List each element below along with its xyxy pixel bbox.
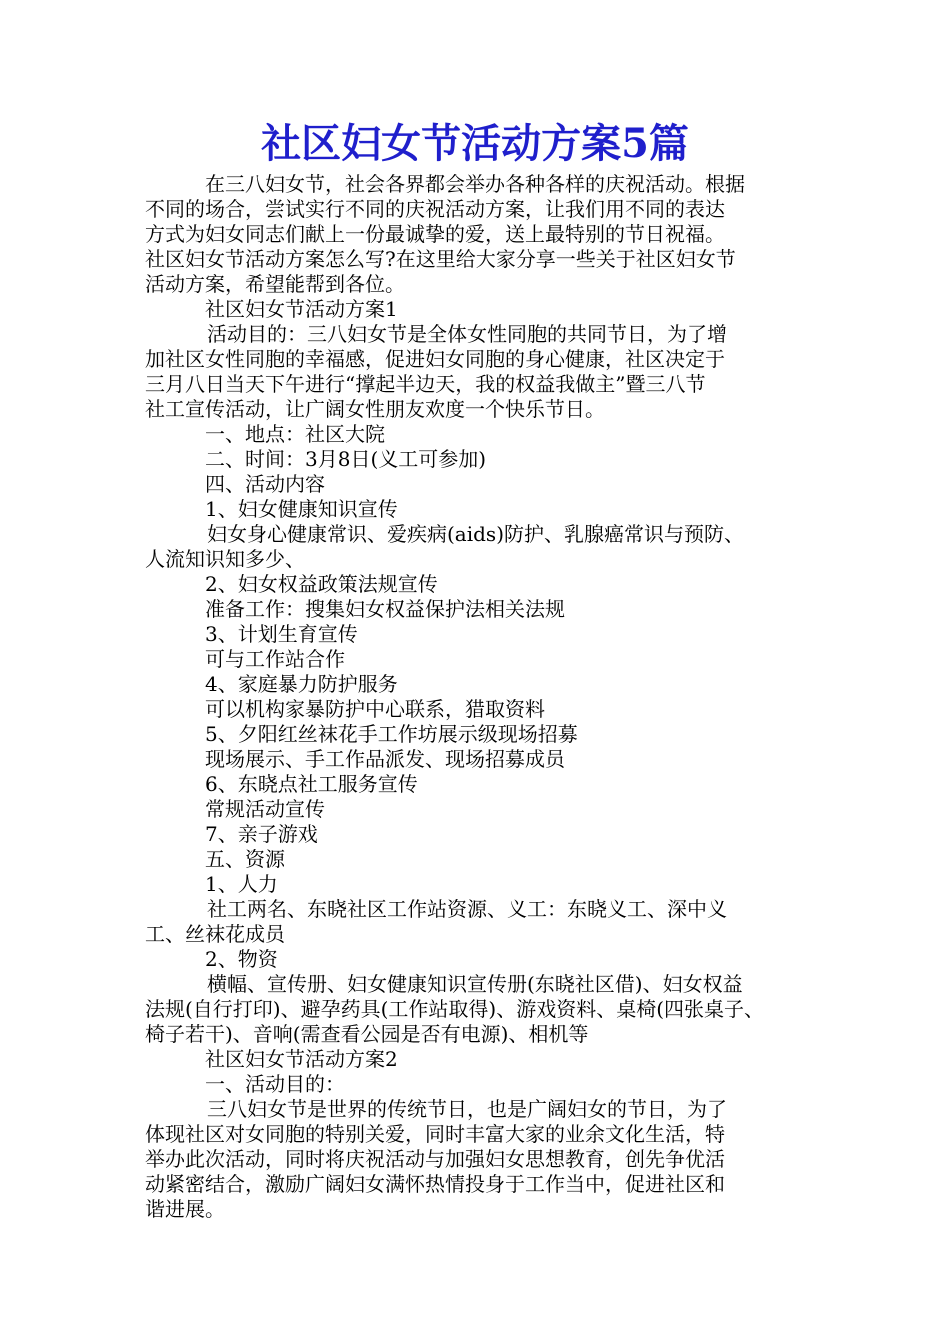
document-body xyxy=(145,172,815,1222)
text-line: 横幅、宣传册、妇女健康知识宣传册(东晓社区借)、妇女权益 xyxy=(207,972,743,996)
list-item: 4、家庭暴力防护服务 xyxy=(205,672,398,696)
text-line: 人流知识知多少、 xyxy=(145,547,305,571)
intro-paragraph xyxy=(145,172,815,297)
text-line: 加社区女性同胞的幸福感，促进妇女同胞的身心健康，社区决定于 xyxy=(145,347,725,371)
text-line: 工、丝袜花成员 xyxy=(145,922,285,946)
list-item: 1、妇女健康知识宣传 xyxy=(205,497,398,521)
purpose-heading: 一、活动目的： xyxy=(205,1072,345,1096)
text-line: 社工宣传活动，让广阔女性朋友欢度一个快乐节日。 xyxy=(145,397,605,421)
text-line: 体现社区对女同胞的特别关爱，同时丰富大家的业余文化生活，特 xyxy=(145,1122,725,1146)
time-line: 二、时间：3月8日(义工可参加) xyxy=(205,447,487,471)
plan-2-heading: 社区妇女节活动方案2 xyxy=(205,1047,398,1071)
text-line: 社区妇女节活动方案怎么写?在这里给大家分享一些关于社区妇女节 xyxy=(145,247,736,271)
text-line: 椅子若干)、音响(需查看公园是否有电源)、相机等 xyxy=(145,1022,589,1046)
text-line: 法规(自行打印)、避孕药具(工作站取得)、游戏资料、桌椅(四张桌子、 xyxy=(145,997,765,1021)
list-item: 1、人力 xyxy=(205,872,278,896)
plan-1-section xyxy=(145,297,815,1047)
text-line: 在三八妇女节，社会各界都会举办各种各样的庆祝活动。根据 xyxy=(205,172,745,196)
list-item: 3、计划生育宣传 xyxy=(205,622,358,646)
resource-heading: 五、资源 xyxy=(205,847,285,871)
list-item: 5、夕阳红丝袜花手工作坊展示级现场招募 xyxy=(205,722,578,746)
list-item: 2、物资 xyxy=(205,947,278,971)
content-heading: 四、活动内容 xyxy=(205,472,325,496)
location-line: 一、地点：社区大院 xyxy=(205,422,385,446)
text-line: 举办此次活动，同时将庆祝活动与加强妇女思想教育，创先争优活 xyxy=(145,1147,725,1171)
text-line: 三八妇女节是世界的传统节日，也是广阔妇女的节日，为了 xyxy=(207,1097,727,1121)
list-item: 6、东晓点社工服务宣传 xyxy=(205,772,418,796)
text-line: 可与工作站合作 xyxy=(205,647,345,671)
text-line: 现场展示、手工作品派发、现场招募成员 xyxy=(205,747,565,771)
text-line: 谐进展。 xyxy=(145,1197,225,1221)
text-line: 活动方案，希望能帮到各位。 xyxy=(145,272,405,296)
text-line: 三月八日当天下午进行“撑起半边天，我的权益我做主”暨三八节 xyxy=(145,372,706,396)
plan-1-heading: 社区妇女节活动方案1 xyxy=(205,297,398,321)
text-line: 不同的场合，尝试实行不同的庆祝活动方案，让我们用不同的表达 xyxy=(145,197,725,221)
list-item: 7、亲子游戏 xyxy=(205,822,318,846)
text-line: 活动目的：三八妇女节是全体女性同胞的共同节日，为了增 xyxy=(207,322,727,346)
text-line: 方式为妇女同志们献上一份最诚挚的爱，送上最特别的节日祝福。 xyxy=(145,222,725,246)
document-title: 社区妇女节活动方案5篇 xyxy=(261,120,689,167)
text-line: 动紧密结合，激励广阔妇女满怀热情投身于工作当中，促进社区和 xyxy=(145,1172,725,1196)
list-item: 2、妇女权益政策法规宣传 xyxy=(205,572,438,596)
plan-2-section xyxy=(145,1047,815,1222)
text-line: 准备工作：搜集妇女权益保护法相关法规 xyxy=(205,597,565,621)
text-line: 妇女身心健康常识、爱疾病(aids)防护、乳腺癌常识与预防、 xyxy=(207,522,744,546)
text-line: 常规活动宣传 xyxy=(205,797,325,821)
text-line: 可以机构家暴防护中心联系，猎取资料 xyxy=(205,697,545,721)
text-line: 社工两名、东晓社区工作站资源、义工：东晓义工、深中义 xyxy=(207,897,727,921)
